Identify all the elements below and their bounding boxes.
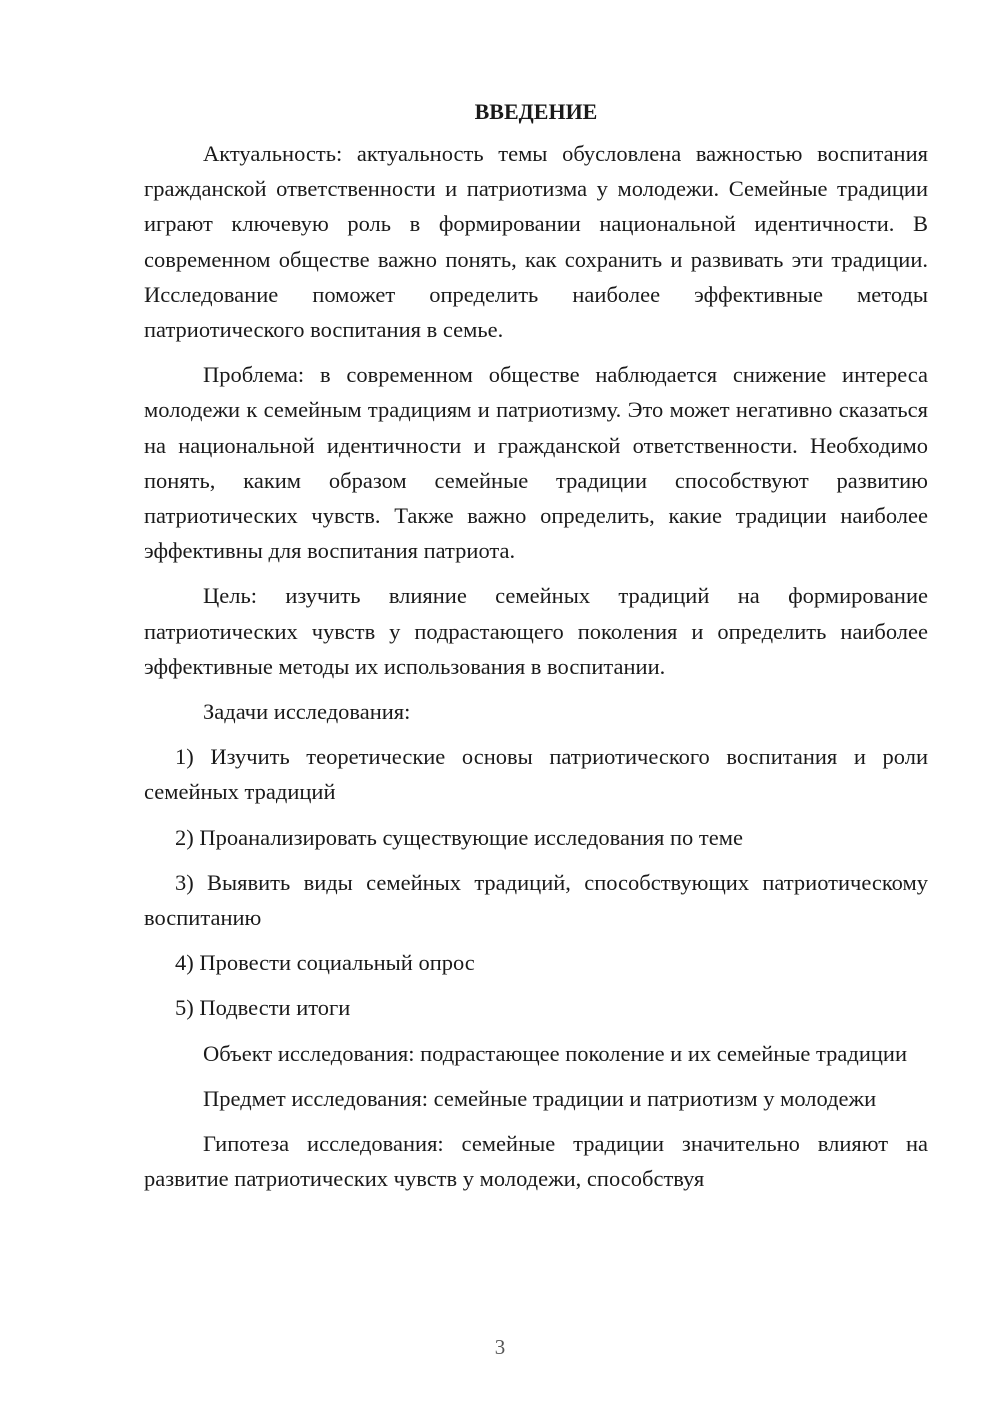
paragraph-relevance: Актуальность: актуальность темы обусловлена важностью воспитания гражданской ответственности и патриотизма у молодежи. Семейные традиции играют ключевую роль в формировании национальной идентичности. В современном обществе важно понять, как сохранить и развивать эти традиции. Исследование поможет определить наиболее эффективные методы патриотического воспитания в семье. (144, 141, 928, 343)
task-item-1: 1) Изучить теоретические основы патриотического воспитания и роли семейных традиций (144, 744, 928, 805)
paragraph-subject: Предмет исследования: семейные традиции и патриотизм у молодежи (203, 1085, 877, 1111)
paragraph-hypothesis: Гипотеза исследования: семейные традиции значительно влияют на развитие патриотических чувств у молодежи, способствуя (144, 1131, 928, 1192)
section-title: ВВЕДЕНИЕ (474, 99, 598, 124)
task-item-2: 2) Проанализировать существующие исследования по теме (175, 824, 743, 850)
paragraph-goal: Цель: изучить влияние семейных традиций на формирование патриотических чувств у подрастающего поколения и определить наиболее эффективные методы их использования в воспитании. (144, 583, 928, 679)
task-item-3: 3) Выявить виды семейных традиций, способствующих патриотическому воспитанию (144, 869, 928, 931)
task-item-5: 5) Подвести итоги (175, 995, 351, 1021)
paragraph-problem: Проблема: в современном обществе наблюдается снижение интереса молодежи к семейным традициям и патриотизму. Это может негативно сказаться на национальной идентичности и гражданской ответственности. Необходимо понять, каким образом семейные традиции способствуют развитию патриотических чувств. Также важно определить, какие традиции наиболее эффективны для воспитания патриота. (144, 362, 928, 564)
page-number: 3 (494, 1335, 506, 1359)
page-content (144, 94, 928, 1206)
paragraph-object: Объект исследования: подрастающее поколение и их семейные традиции (203, 1040, 908, 1066)
tasks-heading: Задачи исследования: (203, 699, 411, 725)
task-item-4: 4) Провести социальный опрос (175, 950, 475, 976)
